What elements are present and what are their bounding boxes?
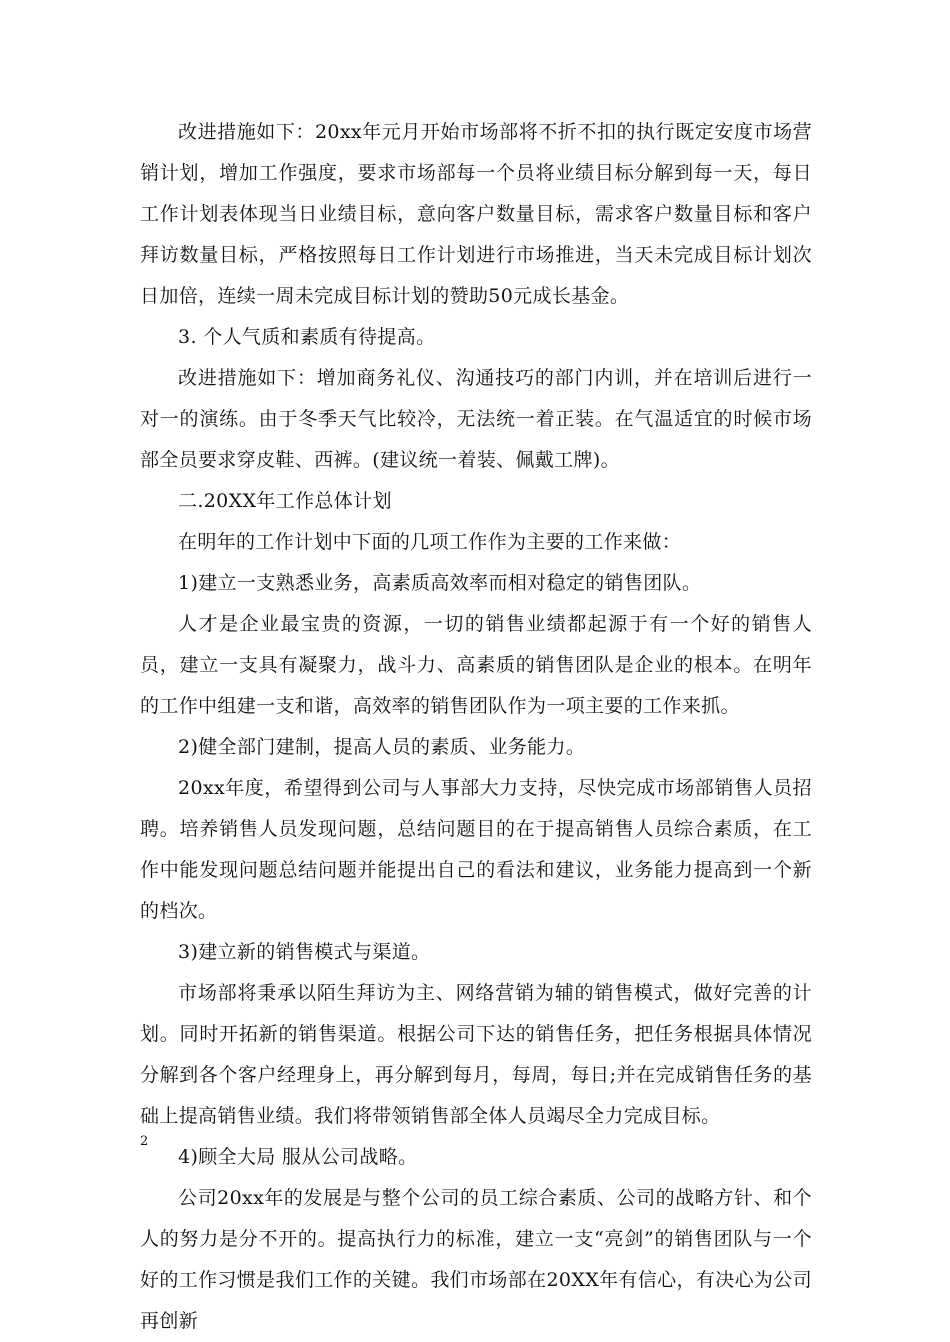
plan-item-3-heading: 3)建立新的销售模式与渠道。 [178,941,431,963]
plan-item-3-body: 市场部将秉承以陌生拜访为主、网络营销为辅的销售模式，做好完善的计划。同时开拓新的销售渠道。根据公司下达的销售任务，把任务根据具体情况分解到各个客户经理身上，再分解到每月，每周，每日;并在完成销售任务的基础上提高销售业绩。我们将带领销售部全体人员竭尽全力完成目标。 [140,982,812,1127]
plan-item-1-body: 人才是企业最宝贵的资源，一切的销售业绩都起源于有一个好的销售人员，建立一支具有凝聚力，战斗力、高素质的销售团队是企业的根本。在明年的工作中组建一支和谐，高效率的销售团队作为一项主要的工作来抓。 [140,613,812,717]
page-number: 2 [140,1134,149,1149]
plan-item-2-heading: 2)健全部门建制，提高人员的素质、业务能力。 [178,736,586,758]
plan-item-2-body: 20xx年度，希望得到公司与人事部大力支持，尽快完成市场部销售人员招聘。培养销售人员发现问题，总结问题目的在于提高销售人员综合素质，在工作中能发现问题总结问题并能提出自己的看法和建议，业务能力提高到一个新的档次。 [140,777,812,922]
plan-item-1-heading: 1)建立一支熟悉业务，高素质高效率而相对稳定的销售团队。 [178,572,702,594]
paragraph-plan-intro: 在明年的工作计划中下面的几项工作作为主要的工作来做： [178,531,682,553]
paragraph-improvement-measures-1: 改进措施如下：20xx年元月开始市场部将不折不扣的执行既定安度市场营销计划，增加工作强度，要求市场部每一个员将业绩目标分解到每一天，每日工作计划表体现当日业绩目标，意向客户数量目标，需求客户数量目标和客户拜访数量目标，严格按照每日工作计划进行市场推进，当天未完成目标计划次日加倍，连续一周未完成目标计划的赞助50元成长基金。 [140,121,812,307]
paragraph-improvement-measures-2: 改进措施如下：增加商务礼仪、沟通技巧的部门内训，并在培训后进行一对一的演练。由于冬季天气比较冷，无法统一着正装。在气温适宜的时候市场部全员要求穿皮鞋、西裤。(建议统一着装、佩戴工牌)。 [140,367,812,471]
section-heading-overall-plan: 二.20XX年工作总体计划 [178,490,392,512]
document-body [140,112,812,1342]
plan-item-4-heading: 4)顾全大局 服从公司战略。 [178,1146,418,1168]
plan-item-4-body: 公司20xx年的发展是与整个公司的员工综合素质、公司的战略方针、和个人的努力是分不开的。提高执行力的标准，建立一支“亮剑”的销售团队与一个好的工作习惯是我们工作的关键。我们市场部在20XX年有信心，有决心为公司再创新 [140,1187,812,1332]
heading-personal-quality: 3. 个人气质和素质有待提高。 [178,326,436,348]
